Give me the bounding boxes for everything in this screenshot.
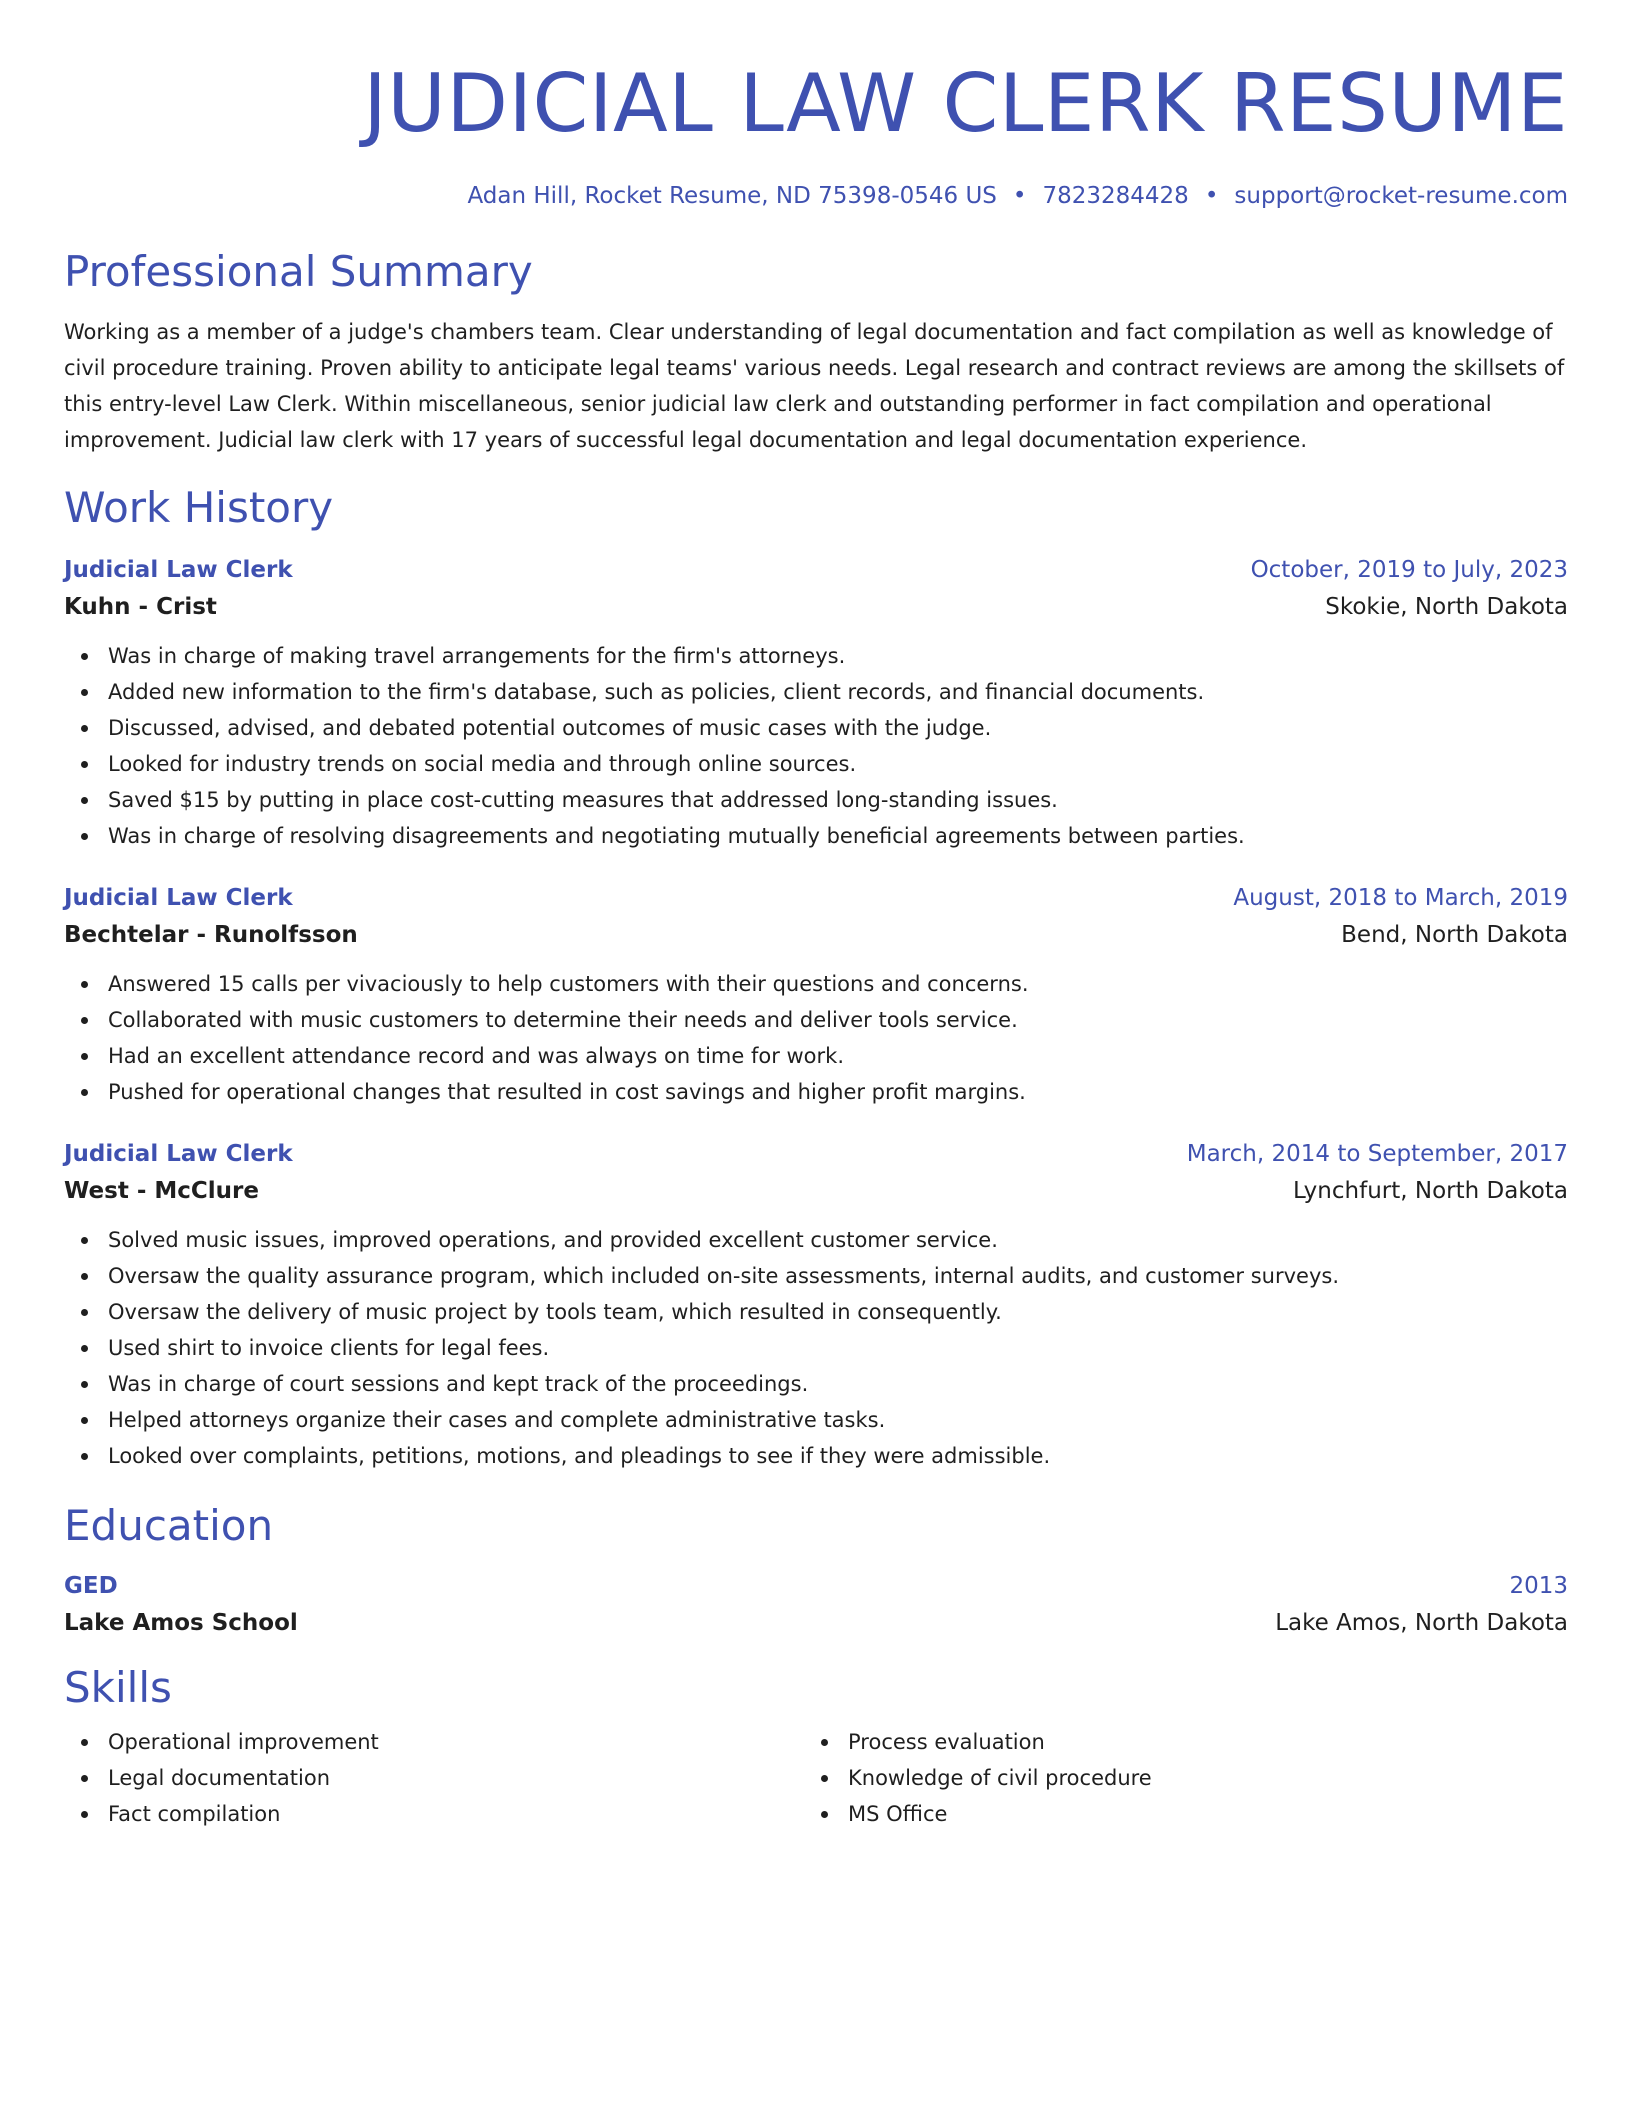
skill-item: Process evaluation: [848, 1724, 1544, 1760]
skill-item: Legal documentation: [108, 1760, 804, 1796]
education-year: 2013: [1509, 1573, 1568, 1599]
skills-heading: Skills: [64, 1663, 172, 1712]
job-bullet: Looked for industry trends on social media and through online sources.: [108, 746, 1568, 782]
skills-list: [64, 1724, 1568, 1832]
skill-item: Fact compilation: [108, 1796, 804, 1832]
skill-item: Knowledge of civil procedure: [848, 1760, 1544, 1796]
job-bullet: Discussed, advised, and debated potential outcomes of music cases with the judge.: [108, 710, 1568, 746]
job-bullet: Used shirt to invoice clients for legal fees.: [108, 1330, 1568, 1366]
job-title: Judicial Law Clerk: [64, 557, 293, 583]
contact-email: support@rocket-resume.com: [1234, 183, 1568, 209]
contact-separator: •: [1204, 183, 1219, 209]
job-bullet: Collaborated with music customers to determine their needs and deliver tools service.: [108, 1002, 1568, 1038]
job-bullet: Looked over complaints, petitions, motions, and pleadings to see if they were admissible.: [108, 1438, 1568, 1474]
skills-column-left: [64, 1724, 804, 1832]
summary-heading: Professional Summary: [64, 247, 533, 296]
job-entry: [64, 552, 1568, 854]
skills-column-right: [804, 1724, 1544, 1832]
contact-address: Adan Hill, Rocket Resume, ND 75398-0546 US: [467, 183, 997, 209]
job-bullet: Saved $15 by putting in place cost-cutting measures that addressed long-standing issues.: [108, 782, 1568, 818]
education-entry: [64, 1568, 1568, 1642]
job-employer: Bechtelar - Runolfsson: [64, 922, 358, 948]
job-location: Bend, North Dakota: [1341, 922, 1568, 948]
job-bullet: Was in charge of making travel arrangements for the firm's attorneys.: [108, 638, 1568, 674]
job-title: Judicial Law Clerk: [64, 885, 293, 911]
job-bullet: Answered 15 calls per vivaciously to help customers with their questions and concerns.: [108, 966, 1568, 1002]
job-bullets: [64, 1222, 1568, 1474]
contact-phone: 7823284428: [1042, 183, 1189, 209]
job-bullet: Added new information to the firm's database, such as policies, client records, and financial documents.: [108, 674, 1568, 710]
skill-item: Operational improvement: [108, 1724, 804, 1760]
resume-title: JUDICIAL LAW CLERK RESUME: [363, 57, 1568, 150]
job-location: Skokie, North Dakota: [1325, 594, 1568, 620]
job-dates: March, 2014 to September, 2017: [1186, 1141, 1568, 1167]
job-employer: West - McClure: [64, 1178, 259, 1204]
job-employer: Kuhn - Crist: [64, 594, 217, 620]
education-heading: Education: [64, 1501, 274, 1550]
education-degree: GED: [64, 1573, 118, 1599]
job-bullet: Oversaw the delivery of music project by tools team, which resulted in consequently.: [108, 1294, 1568, 1330]
education-location: Lake Amos, North Dakota: [1275, 1610, 1568, 1636]
job-bullets: [64, 638, 1568, 854]
summary-text: Working as a member of a judge's chambers team. Clear understanding of legal documentation and fact compilation as well as knowledge of civil procedure training. Proven ability to anticipate legal teams' various needs. Legal research and contract reviews are among the skillsets of this entry-level Law Clerk. Within miscellaneous, senior judicial law clerk and outstanding performer in fact compilation and operational improvement. Judicial law clerk with 17 years of successful legal documentation and legal documentation experience.: [64, 320, 1565, 452]
job-entry: [64, 1136, 1568, 1474]
skill-item: MS Office: [848, 1796, 1544, 1832]
job-entry: [64, 880, 1568, 1110]
contact-line: [64, 180, 1568, 212]
education-school: Lake Amos School: [64, 1610, 298, 1636]
job-bullet: Was in charge of resolving disagreements and negotiating mutually beneficial agreements between parties.: [108, 818, 1568, 854]
job-dates: August, 2018 to March, 2019: [1233, 885, 1568, 911]
job-bullet: Helped attorneys organize their cases and complete administrative tasks.: [108, 1402, 1568, 1438]
job-bullet: Had an excellent attendance record and was always on time for work.: [108, 1038, 1568, 1074]
job-location: Lynchfurt, North Dakota: [1292, 1178, 1568, 1204]
job-bullet: Pushed for operational changes that resulted in cost savings and higher profit margins.: [108, 1074, 1568, 1110]
job-bullet: Oversaw the quality assurance program, which included on-site assessments, internal audits, and customer surveys.: [108, 1258, 1568, 1294]
job-title: Judicial Law Clerk: [64, 1141, 293, 1167]
job-bullet: Was in charge of court sessions and kept track of the proceedings.: [108, 1366, 1568, 1402]
job-bullet: Solved music issues, improved operations, and provided excellent customer service.: [108, 1222, 1568, 1258]
contact-separator: •: [1012, 183, 1027, 209]
work-history-heading: Work History: [64, 483, 334, 532]
job-dates: October, 2019 to July, 2023: [1250, 557, 1568, 583]
job-bullets: [64, 966, 1568, 1110]
